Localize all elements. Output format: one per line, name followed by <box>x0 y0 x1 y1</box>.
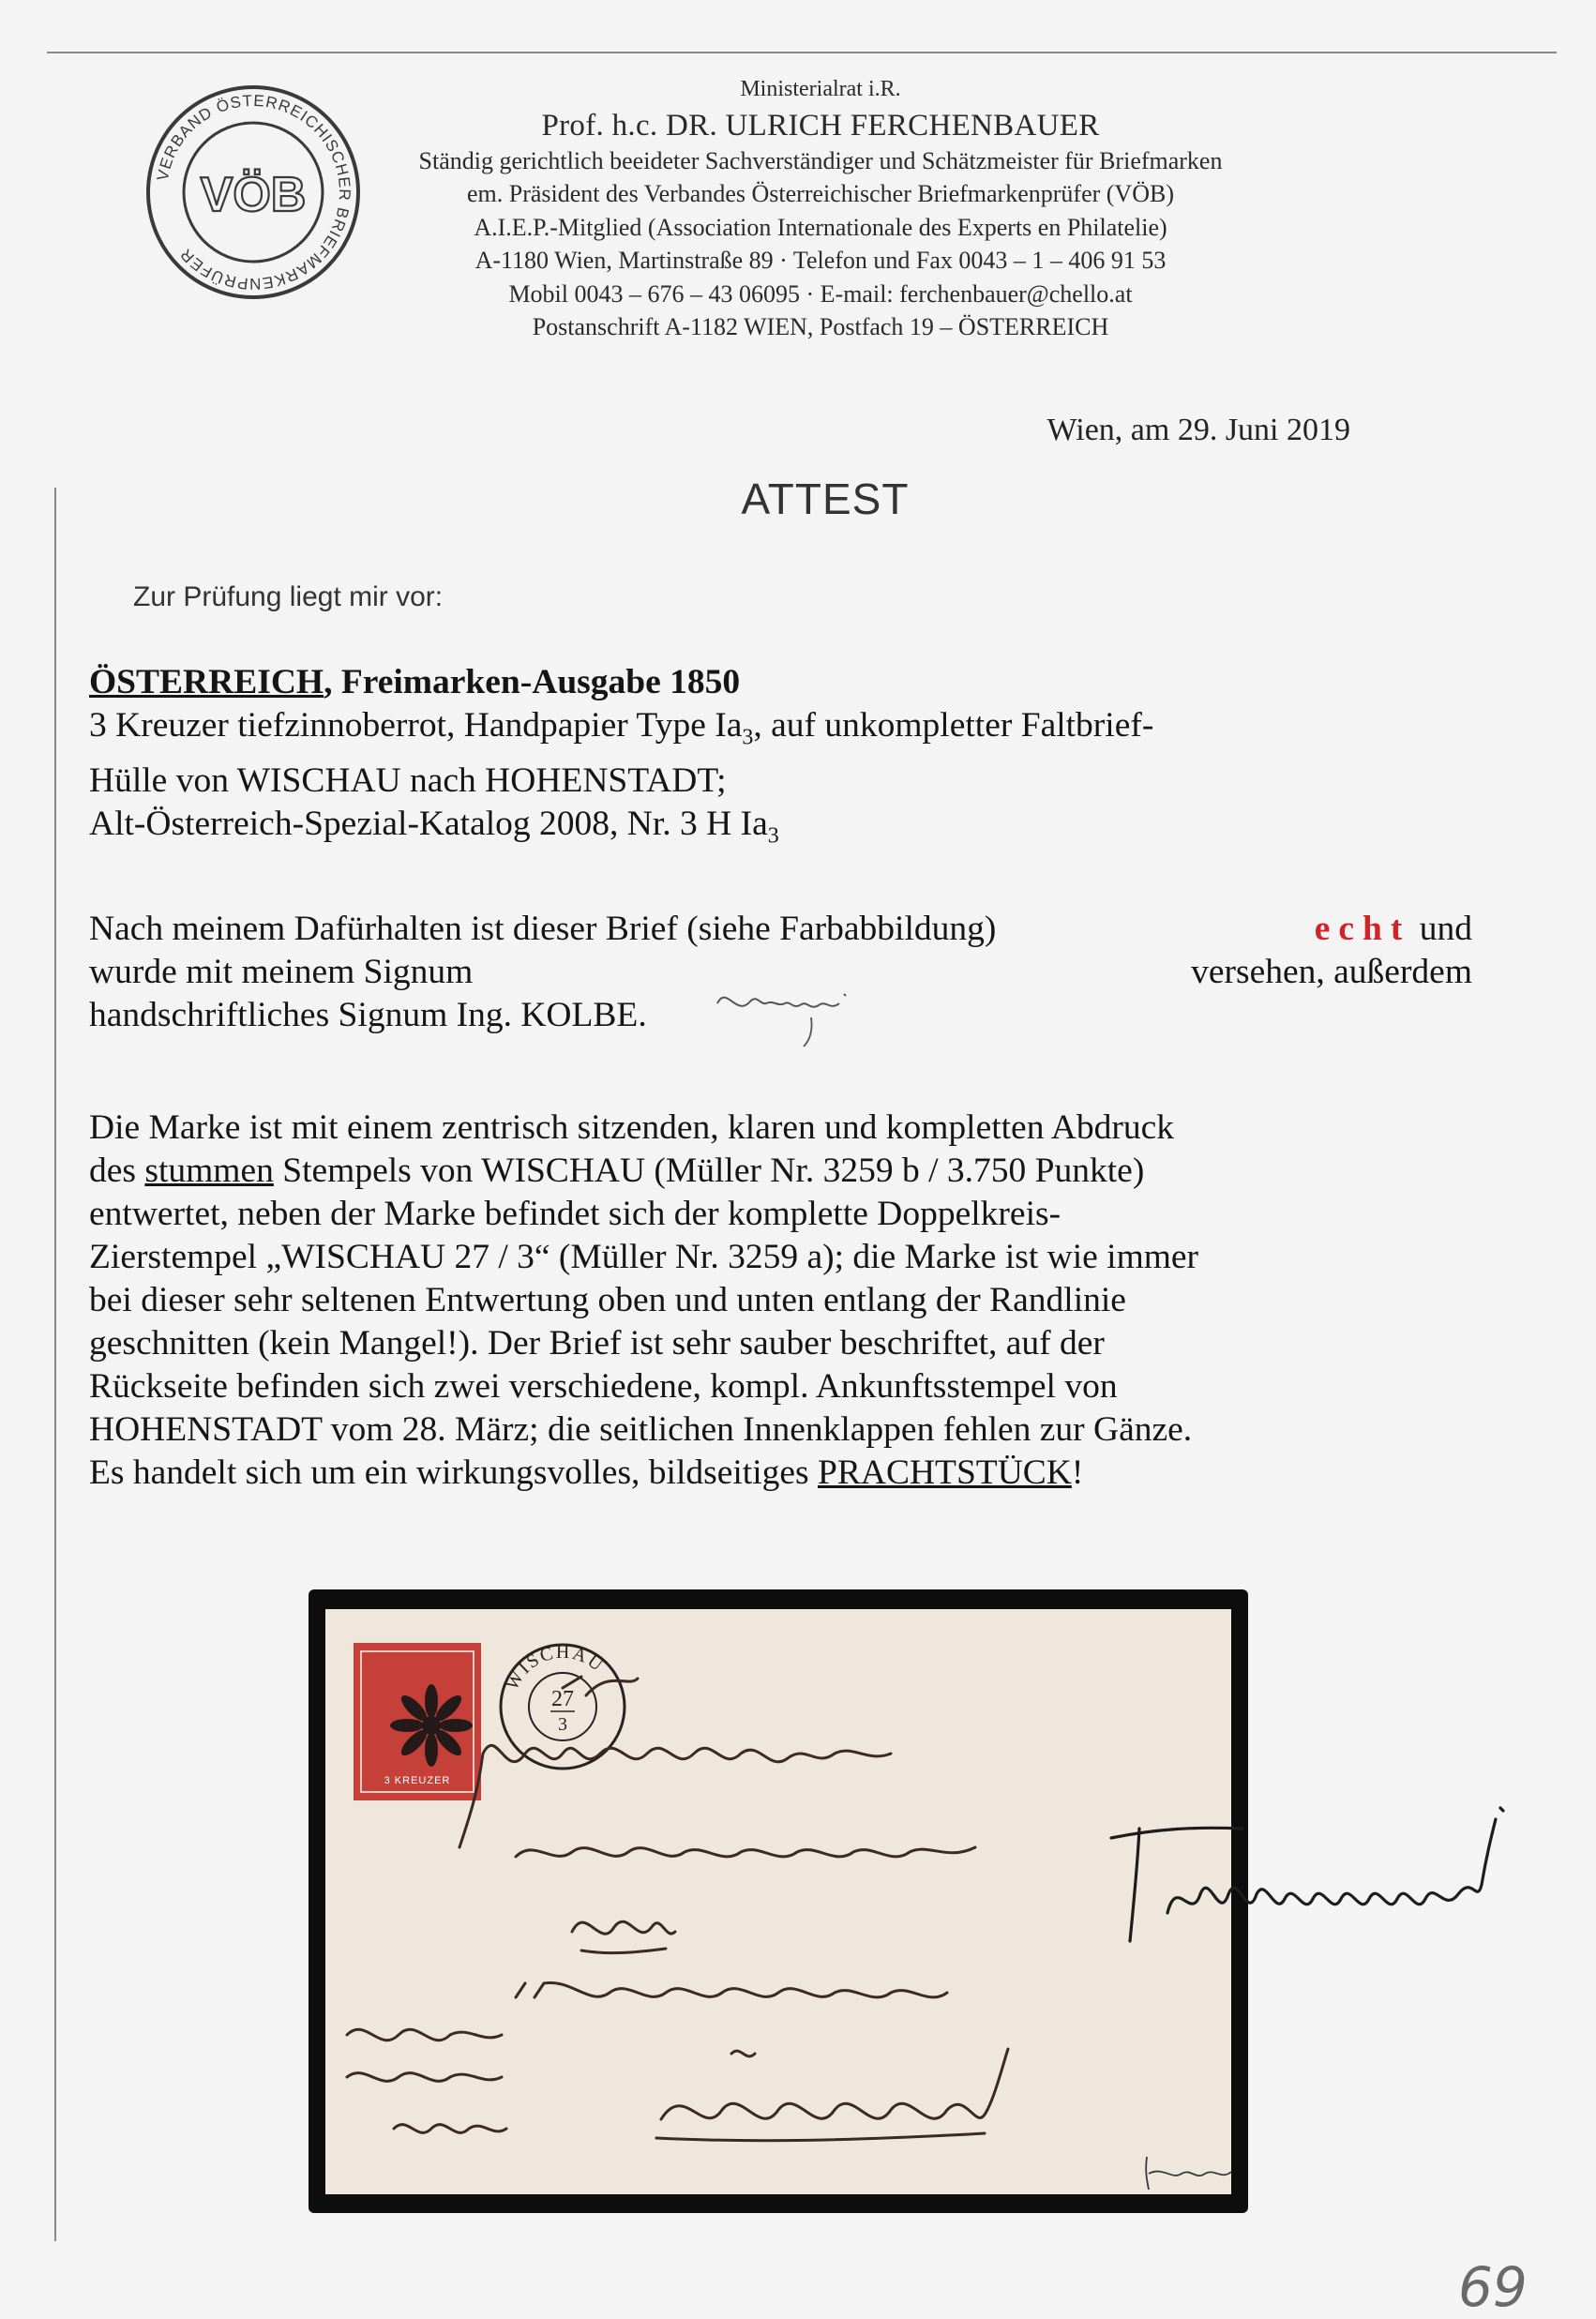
inline-signature <box>699 966 886 1050</box>
opinion-text-1b: und <box>1419 910 1472 948</box>
header-president: em. Präsident des Verbandes Österreichischer Briefmarkenprüfer (VÖB) <box>467 180 1174 207</box>
document-title: ATTEST <box>741 474 910 523</box>
frame-left-rule <box>54 488 56 2241</box>
svg-text:3: 3 <box>558 1714 567 1735</box>
desc-line-4: Zierstempel „WISCHAU 27 / 3“ (Müller Nr. 3259 a); die Marke ist wie immer <box>89 1238 1199 1276</box>
item-issue: , Freimarken-Ausgabe 1850 <box>324 663 741 701</box>
desc-line-1 <box>89 1107 1472 1150</box>
opinion-text-1: Nach meinem Dafürhalten ist dieser Brief (siehe Farbabbildung) <box>89 910 997 948</box>
handwritten-address <box>328 1613 1228 2190</box>
svg-text:27: 27 <box>551 1687 574 1711</box>
svg-text:VÖB: VÖB <box>200 168 307 222</box>
desc-text-2a: des <box>89 1152 136 1190</box>
desc-line-9 <box>89 1452 1472 1495</box>
header-title-line: Ministerialrat i.R. <box>740 77 901 101</box>
desc-prachtstueck: PRACHTSTÜCK <box>818 1453 1072 1492</box>
desc-text-1: Die Marke ist mit einem zentrisch sitzenden, klaren und kompletten Abdruck <box>89 1108 1174 1147</box>
item-line-2b: , auf unkompletter Faltbrief- <box>753 706 1154 745</box>
desc-line-5: bei dieser sehr seltenen Entwertung oben und unten entlang der Randlinie <box>89 1281 1126 1319</box>
stamp-value-label: 3 KREUZER <box>384 1775 451 1786</box>
item-line-2 <box>89 704 1472 760</box>
desc-line-7: Rückseite befinden sich zwei verschiedene, kompl. Ankunftsstempel von <box>89 1367 1118 1406</box>
header-postal: Postanschrift A-1182 WIEN, Postfach 19 – ÖSTERREICH <box>532 313 1109 340</box>
echt-verdict: echt <box>1314 910 1411 948</box>
header-qualification: Ständig gerichtlich beeideter Sachverständiger und Schätzmeister für Briefmarken <box>418 146 1223 174</box>
small-signum <box>1139 2147 1242 2194</box>
frame-top-rule <box>47 52 1557 53</box>
expert-name: Prof. h.c. DR. ULRICH FERCHENBAUER <box>541 108 1100 143</box>
svg-text:VERBAND ÖSTERREICHISCHER BRIEF: VERBAND ÖSTERREICHISCHER BRIEFMARKENPRÜFER <box>153 91 354 294</box>
header-aiep: A.I.E.P.-Mitglied (Association Internationale des Experts en Philatelie) <box>474 213 1167 241</box>
description-section <box>89 1107 1472 1495</box>
desc-line-3: entwertet, neben der Marke befindet sich der komplette Doppelkreis- <box>89 1195 1061 1233</box>
desc-line-6: geschnitten (kein Mangel!). Der Brief ist sehr sauber beschriftet, auf der <box>89 1324 1105 1363</box>
item-catalog-subscript: 3 <box>767 823 779 848</box>
letterhead <box>370 73 1271 344</box>
expert-signature <box>1102 1800 1533 1960</box>
item-heading <box>89 661 1472 704</box>
page-number: 69 <box>1458 2255 1528 2319</box>
desc-stummen-underlined: stummen <box>144 1152 274 1190</box>
item-type-subscript: 3 <box>742 725 754 750</box>
desc-text-9a: Es handelt sich um ein wirkungsvolles, bildseitiges <box>89 1453 809 1492</box>
item-line-2a: 3 Kreuzer tiefzinnoberrot, Handpapier Type Ia <box>89 706 743 745</box>
item-line-4a: Alt-Österreich-Spezial-Katalog 2008, Nr. 3 H Ia <box>89 804 768 843</box>
certificate-date: Wien, am 29. Juni 2019 <box>1046 413 1350 447</box>
desc-line-2 <box>89 1150 1472 1193</box>
item-line-4 <box>89 803 1472 858</box>
header-contact: Mobil 0043 – 676 – 43 06095 · E-mail: ferchenbauer@chello.at <box>508 279 1133 308</box>
opinion-line-3: handschriftliches Signum Ing. KOLBE. <box>89 996 647 1034</box>
opinion-line-1 <box>89 908 1472 951</box>
voeb-seal-logo <box>141 80 366 305</box>
desc-text-2b: Stempels von WISCHAU (Müller Nr. 3259 b / 3.750 Punkte) <box>282 1152 1145 1190</box>
item-section <box>89 661 1472 857</box>
opinion-text-2b: versehen, außerdem <box>1191 953 1472 991</box>
header-address: A-1180 Wien, Martinstraße 89 · Telefon und Fax 0043 – 1 – 406 91 53 <box>474 247 1167 274</box>
svg-text:WISCHAU: WISCHAU <box>501 1641 609 1694</box>
desc-line-8: HOHENSTADT vom 28. März; die seitlichen Innenklappen fehlen zur Gänze. <box>89 1410 1193 1449</box>
opinion-text-2a: wurde mit meinem Signum <box>89 953 474 991</box>
item-country: ÖSTERREICH <box>89 663 324 701</box>
item-line-3: Hülle von WISCHAU nach HOHENSTADT; <box>89 760 727 800</box>
intro-text: Zur Prüfung liegt mir vor: <box>133 581 444 612</box>
desc-text-9b: ! <box>1071 1453 1084 1492</box>
